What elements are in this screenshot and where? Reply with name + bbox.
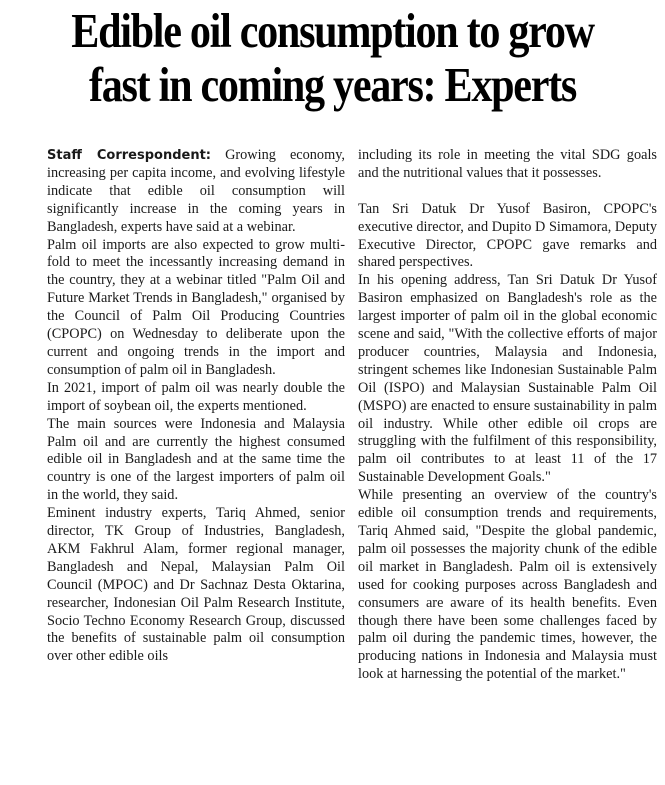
paragraph-experts: Eminent industry experts, Tariq Ahmed, senior director, TK Group of Industries, Bangladesh, AKM Fakhrul Alam, former regional manager, Bangladesh and Nepal, Malaysian Palm Oil Council (MPOC) and Dr Sachnaz Desta Oktarina, researcher, Indonesian Oil Palm Research Institute, Socio Techno Economy Research Group, discussed the benefits of sustainable palm oil consumption over other edible oils: [47, 505, 345, 665]
paragraph-overview: While presenting an overview of the country's edible oil consumption trends and requirements, Tariq Ahmed said, "Despite the global pandemic, palm oil possesses the majority chunk of the edible oil market in Bangladesh. Palm oil is extensively used for cooking purposes across Bangladesh and consumers are aware of its health benefits. Even though there have been some challenges faced by palm oil during the pandemic times, however, the producing nations in Indonesia and Malaysia must look at harnessing the potential of the market.": [358, 487, 657, 683]
headline-line-1: Edible oil consumption to grow: [71, 3, 594, 58]
headline-line-2: fast in coming years: Experts: [89, 57, 576, 112]
byline: Staff Correspondent:: [47, 148, 212, 163]
paragraph-intro: [47, 147, 345, 237]
paragraph-2021-import: In 2021, import of palm oil was nearly double the import of soybean oil, the experts mentioned.: [47, 379, 345, 414]
paragraph-opening-address: In his opening address, Tan Sri Datuk Dr Yusof Basiron emphasized on Bangladesh's role as the largest importer of palm oil in the global economic scene and said, "With the collective efforts of major producer countries, Malaysia and Indonesia, stringent schemes like Indonesian Sustainable Palm Oil (ISPO) and Malaysian Sustainable Palm Oil (MSPO) are enacted to ensure sustainability in palm oil industry. While other edible oil crops are struggling with the fulfilment of this responsibility, palm oil contributes to at least 11 of the 17 Sustainable Development Goals.": [358, 272, 657, 486]
right-column: [358, 147, 657, 684]
paragraph-sdg: including its role in meeting the vital SDG goals and the nutritional values that it possesses.: [358, 147, 657, 181]
paragraph-remarks: Tan Sri Datuk Dr Yusof Basiron, CPOPC's executive director, and Dupito D Simamora, Deputy Executive Director, CPOPC gave remarks and shared perspectives.: [358, 200, 657, 271]
intro-text: Growing economy, increasing per capita income, and evolving lifestyle indicate that edible oil consumption will significantly increase in the coming years in Bangladesh, experts have said at a webinar.: [47, 147, 345, 235]
paragraph-main-sources: The main sources were Indonesia and Malaysia Palm oil and are currently the highest consumed edible oil in Bangladesh and at the same time the country is one of the largest importers of palm oil in the world, they said.: [47, 415, 345, 504]
headline: [47, 4, 619, 112]
left-column: [47, 147, 345, 666]
paragraph-imports: Palm oil imports are also expected to grow multi-fold to meet the incessantly increasing demand in the country, they at a webinar titled "Palm Oil and Future Market Trends in Bangladesh," organised by the Council of Palm Oil Producing Countries (CPOPC) on Wednesday to deliberate upon the current and ongoing trends in the import and consumption of palm oil in Bangladesh.: [47, 236, 345, 378]
